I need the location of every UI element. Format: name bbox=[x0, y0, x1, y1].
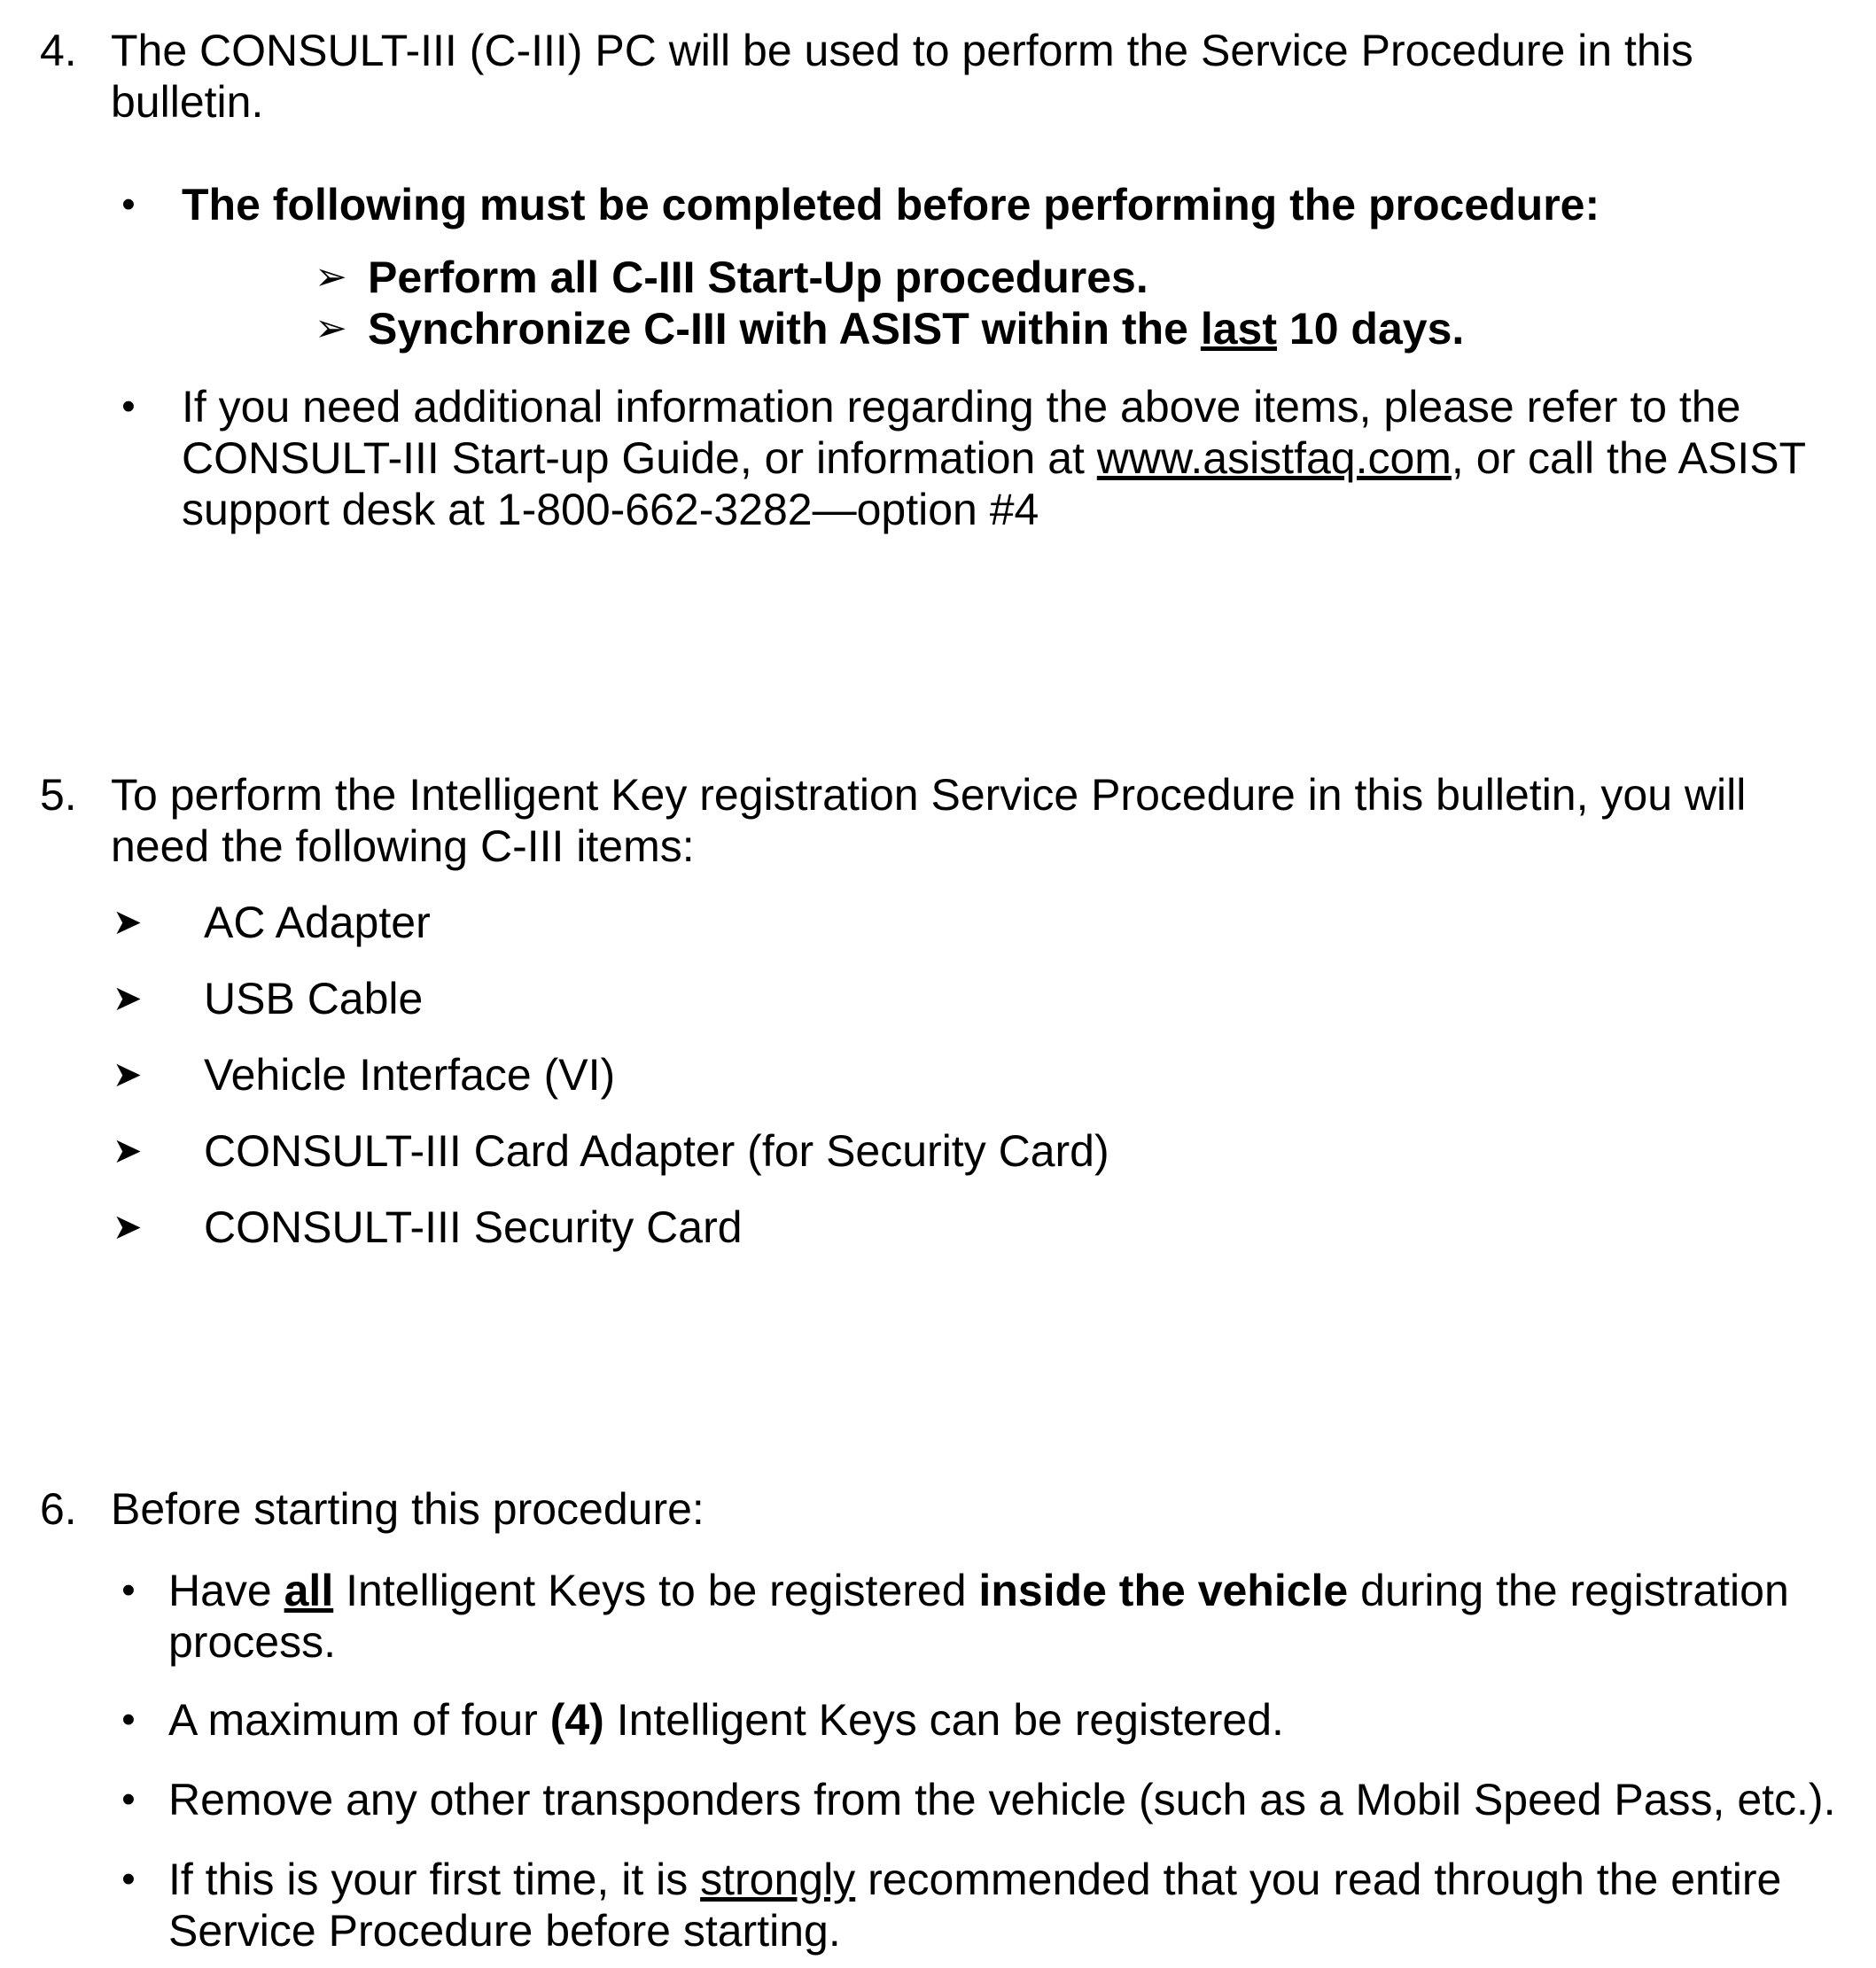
step-5-number: 5. bbox=[40, 770, 77, 820]
c3-item-label: CONSULT-III Security Card bbox=[204, 1202, 743, 1252]
b1-bold: inside the vehicle bbox=[978, 1566, 1349, 1615]
info-text-before: If you need additional information regarding the above items, please refer to the CONSULT-III Start-up Guide, or information at bbox=[182, 382, 1741, 483]
bullet-icon: • bbox=[121, 1698, 136, 1741]
b2-part2: Intelligent Keys can be registered. bbox=[603, 1695, 1284, 1745]
prereq-text: Perform all C-III Start-Up procedures. bbox=[368, 253, 1148, 302]
b1-part2: Intelligent Keys to be registered bbox=[333, 1566, 979, 1615]
step-6-bullet bbox=[111, 1774, 1839, 1825]
prereq-text-before: Synchronize C-III with ASIST within the bbox=[368, 304, 1201, 354]
prereq-item bbox=[315, 303, 1839, 354]
step-6-bullet bbox=[111, 1565, 1839, 1668]
step-4-bullets bbox=[111, 179, 1839, 535]
prereq-text-after: 10 days. bbox=[1277, 304, 1465, 354]
step-6-bullet bbox=[111, 1694, 1839, 1746]
c3-item-label: Vehicle Interface (VI) bbox=[204, 1050, 616, 1100]
bullet-icon: • bbox=[121, 385, 136, 428]
bullet-icon: • bbox=[121, 1568, 136, 1612]
b1-part1: Have bbox=[168, 1566, 284, 1615]
prereq-bullet bbox=[111, 179, 1839, 354]
bullet-icon: • bbox=[121, 1777, 136, 1821]
step-4-number: 4. bbox=[40, 26, 77, 75]
prereq-item bbox=[315, 252, 1839, 303]
c3-item-label: AC Adapter bbox=[204, 898, 431, 947]
c3-item bbox=[40, 973, 1839, 1049]
b1-part3: during the registration process. bbox=[168, 1566, 1789, 1667]
step-4 bbox=[40, 25, 1839, 535]
bullet-icon: • bbox=[121, 183, 136, 226]
arrow-icon: ➢ bbox=[315, 307, 347, 350]
c3-item bbox=[40, 1125, 1839, 1202]
c3-item bbox=[40, 1049, 1839, 1125]
b1-all: all bbox=[284, 1566, 334, 1615]
b3-text: Remove any other transponders from the vehicle (such as a Mobil Speed Pass, etc.). bbox=[168, 1775, 1836, 1824]
prereq-text-underlined: last bbox=[1200, 304, 1278, 354]
prereq-heading: The following must be completed before performing the procedure: bbox=[182, 180, 1600, 229]
step-5 bbox=[40, 769, 1839, 1278]
b2-part1: A maximum of four bbox=[168, 1695, 550, 1745]
step-4-text: The CONSULT-III (C-III) PC will be used to perform the Service Procedure in this bulletin. bbox=[111, 26, 1693, 127]
step-6-text: Before starting this procedure: bbox=[111, 1484, 704, 1534]
c3-item bbox=[40, 897, 1839, 973]
info-text-after: , or call the ASIST support desk at 1-800-662-3282—option #4 bbox=[182, 433, 1806, 534]
bullet-icon: • bbox=[121, 1857, 136, 1901]
step-5-text: To perform the Intelligent Key registration Service Procedure in this bulletin, you will need the following C-III items: bbox=[111, 770, 1747, 871]
c3-item-label: CONSULT-III Card Adapter (for Security Card) bbox=[204, 1126, 1109, 1176]
arrow-icon: ➤ bbox=[113, 1208, 143, 1247]
c3-item-label: USB Cable bbox=[204, 974, 424, 1023]
info-bullet bbox=[111, 381, 1839, 535]
c3-item bbox=[40, 1202, 1839, 1278]
step-6-number: 6. bbox=[40, 1484, 77, 1534]
prereq-list bbox=[182, 252, 1839, 354]
b4-part1: If this is your first time, it is bbox=[168, 1855, 701, 1904]
arrow-icon: ➤ bbox=[113, 979, 143, 1018]
step-6 bbox=[40, 1483, 1839, 1956]
b4-part2: recommended that you read through the entire Service Procedure before starting. bbox=[168, 1855, 1782, 1956]
step-6-bullets bbox=[111, 1565, 1839, 1956]
step-6-bullet bbox=[111, 1854, 1839, 1956]
b4-underlined: strongly bbox=[700, 1855, 856, 1904]
arrow-icon: ➤ bbox=[113, 1055, 143, 1094]
asistfaq-link[interactable]: www.asistfaq.com bbox=[1096, 433, 1452, 483]
c3-items-list bbox=[40, 897, 1839, 1278]
arrow-icon: ➢ bbox=[315, 255, 347, 299]
b2-bold: (4) bbox=[549, 1695, 604, 1745]
arrow-icon: ➤ bbox=[113, 903, 143, 942]
arrow-icon: ➤ bbox=[113, 1132, 143, 1171]
